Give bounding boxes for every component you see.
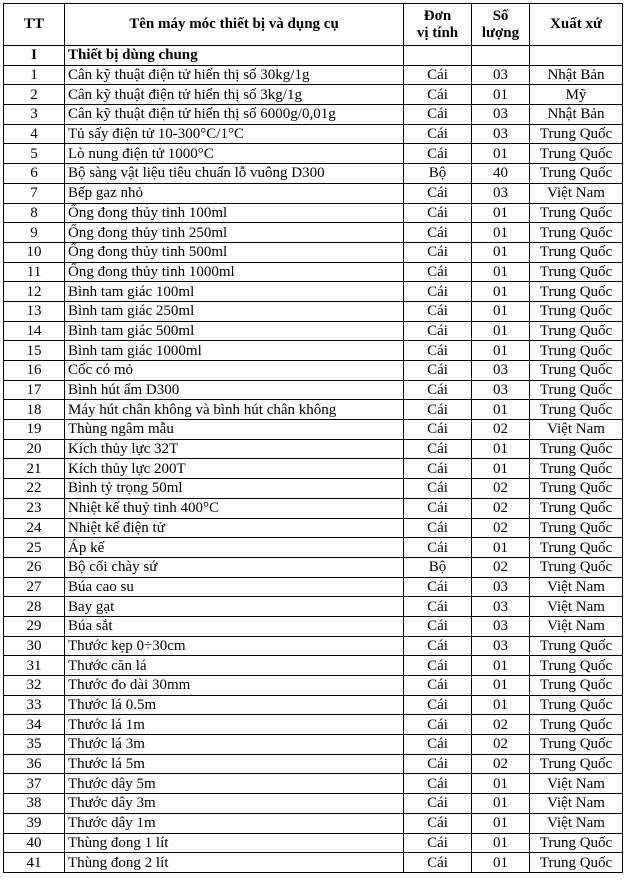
table-row xyxy=(4,577,623,597)
origin: Việt Nam xyxy=(530,577,623,597)
table-row xyxy=(4,754,623,774)
quantity: 03 xyxy=(472,577,530,597)
equipment-name: Bếp gaz nhỏ xyxy=(65,183,404,203)
header-unit-line1: Đơn xyxy=(423,7,452,24)
unit: Cái xyxy=(404,813,472,833)
table-row xyxy=(4,557,623,577)
section-row xyxy=(4,46,623,66)
equipment-name: Bình tam giác 1000ml xyxy=(65,341,404,361)
row-number: 34 xyxy=(4,715,65,735)
unit: Cái xyxy=(404,498,472,518)
equipment-name: Thước lá 3m xyxy=(65,735,404,755)
equipment-name: Ống đong thủy tinh 500ml xyxy=(65,242,404,262)
table-row xyxy=(4,656,623,676)
row-number: 39 xyxy=(4,813,65,833)
quantity: 03 xyxy=(472,616,530,636)
unit: Cái xyxy=(404,616,472,636)
origin: Trung Quốc xyxy=(530,853,623,873)
row-number: 1 xyxy=(4,65,65,85)
row-number: 21 xyxy=(4,459,65,479)
section-number: I xyxy=(4,46,65,66)
origin: Trung Quốc xyxy=(530,223,623,243)
unit: Cái xyxy=(404,656,472,676)
row-number: 40 xyxy=(4,833,65,853)
table-row xyxy=(4,518,623,538)
origin: Việt Nam xyxy=(530,813,623,833)
unit: Cái xyxy=(404,853,472,873)
equipment-name: Búa sắt xyxy=(65,616,404,636)
origin: Việt Nam xyxy=(530,794,623,814)
quantity: 03 xyxy=(472,183,530,203)
row-number: 13 xyxy=(4,301,65,321)
row-number: 16 xyxy=(4,361,65,381)
unit: Cái xyxy=(404,754,472,774)
origin: Trung Quốc xyxy=(530,242,623,262)
row-number: 17 xyxy=(4,380,65,400)
header-qty-line1: Số xyxy=(492,7,509,24)
row-number: 25 xyxy=(4,538,65,558)
quantity: 02 xyxy=(472,754,530,774)
equipment-name: Thước dây 1m xyxy=(65,813,404,833)
table-row xyxy=(4,597,623,617)
section-empty-unit xyxy=(404,46,472,66)
row-number: 32 xyxy=(4,676,65,696)
quantity: 02 xyxy=(472,498,530,518)
equipment-name: Kích thủy lực 200T xyxy=(65,459,404,479)
header-tt xyxy=(4,4,65,46)
equipment-name: Cân kỹ thuật điện tử hiển thị số 6000g/0,01g xyxy=(65,105,404,125)
table-row xyxy=(4,833,623,853)
table-row xyxy=(4,735,623,755)
quantity: 01 xyxy=(472,676,530,696)
row-number: 14 xyxy=(4,321,65,341)
unit: Cái xyxy=(404,479,472,499)
quantity: 01 xyxy=(472,223,530,243)
origin: Trung Quốc xyxy=(530,656,623,676)
quantity: 01 xyxy=(472,794,530,814)
origin: Trung Quốc xyxy=(530,361,623,381)
row-number: 38 xyxy=(4,794,65,814)
row-number: 30 xyxy=(4,636,65,656)
origin: Trung Quốc xyxy=(530,321,623,341)
table-row xyxy=(4,479,623,499)
section-empty-origin xyxy=(530,46,623,66)
unit: Cái xyxy=(404,676,472,696)
origin: Trung Quốc xyxy=(530,459,623,479)
equipment-name: Máy hút chân không và bình hút chân không xyxy=(65,400,404,420)
quantity: 01 xyxy=(472,538,530,558)
unit: Cái xyxy=(404,538,472,558)
unit: Cái xyxy=(404,341,472,361)
quantity: 02 xyxy=(472,557,530,577)
quantity: 01 xyxy=(472,262,530,282)
table-row xyxy=(4,262,623,282)
quantity: 03 xyxy=(472,597,530,617)
origin: Trung Quốc xyxy=(530,341,623,361)
row-number: 28 xyxy=(4,597,65,617)
row-number: 19 xyxy=(4,420,65,440)
unit: Cái xyxy=(404,774,472,794)
header-unit-line2: vị tính xyxy=(416,24,459,41)
quantity: 02 xyxy=(472,735,530,755)
unit: Bộ xyxy=(404,557,472,577)
unit: Cái xyxy=(404,735,472,755)
table-row xyxy=(4,538,623,558)
equipment-name: Cốc có mỏ xyxy=(65,361,404,381)
origin: Trung Quốc xyxy=(530,695,623,715)
equipment-name: Bình tam giác 100ml xyxy=(65,282,404,302)
unit: Bộ xyxy=(404,164,472,184)
table-row xyxy=(4,65,623,85)
row-number: 15 xyxy=(4,341,65,361)
equipment-name: Bình tỷ trọng 50ml xyxy=(65,479,404,499)
table-row xyxy=(4,105,623,125)
table-row xyxy=(4,794,623,814)
quantity: 02 xyxy=(472,715,530,735)
row-number: 26 xyxy=(4,557,65,577)
quantity: 01 xyxy=(472,144,530,164)
quantity: 03 xyxy=(472,105,530,125)
origin: Trung Quốc xyxy=(530,203,623,223)
origin: Việt Nam xyxy=(530,420,623,440)
equipment-name: Bộ cối chày sứ xyxy=(65,557,404,577)
quantity: 03 xyxy=(472,124,530,144)
equipment-name: Tủ sấy điện tử 10-300°C/1°C xyxy=(65,124,404,144)
unit: Cái xyxy=(404,203,472,223)
quantity: 01 xyxy=(472,242,530,262)
header-name-label: Tên máy móc thiết bị và dụng cụ xyxy=(129,16,339,32)
quantity: 01 xyxy=(472,853,530,873)
unit: Cái xyxy=(404,321,472,341)
header-qty xyxy=(472,4,530,46)
equipment-name: Bay gạt xyxy=(65,597,404,617)
equipment-name: Áp kế xyxy=(65,538,404,558)
unit: Cái xyxy=(404,124,472,144)
equipment-name: Nhiệt kế thuỷ tinh 400°C xyxy=(65,498,404,518)
quantity: 01 xyxy=(472,833,530,853)
row-number: 7 xyxy=(4,183,65,203)
quantity: 40 xyxy=(472,164,530,184)
unit: Cái xyxy=(404,144,472,164)
table-row xyxy=(4,361,623,381)
origin: Trung Quốc xyxy=(530,124,623,144)
unit: Cái xyxy=(404,380,472,400)
origin: Trung Quốc xyxy=(530,164,623,184)
unit: Cái xyxy=(404,400,472,420)
table-row xyxy=(4,676,623,696)
row-number: 10 xyxy=(4,242,65,262)
origin: Trung Quốc xyxy=(530,833,623,853)
equipment-name: Thước đo dài 30mm xyxy=(65,676,404,696)
origin: Việt Nam xyxy=(530,597,623,617)
row-number: 12 xyxy=(4,282,65,302)
equipment-name: Ống đong thủy tinh 250ml xyxy=(65,223,404,243)
origin: Trung Quốc xyxy=(530,676,623,696)
unit: Cái xyxy=(404,636,472,656)
row-number: 22 xyxy=(4,479,65,499)
section-title: Thiết bị dùng chung xyxy=(65,46,404,66)
quantity: 03 xyxy=(472,65,530,85)
origin: Trung Quốc xyxy=(530,735,623,755)
origin: Việt Nam xyxy=(530,183,623,203)
quantity: 01 xyxy=(472,282,530,302)
unit: Cái xyxy=(404,420,472,440)
quantity: 01 xyxy=(472,85,530,105)
unit: Cái xyxy=(404,361,472,381)
quantity: 01 xyxy=(472,321,530,341)
table-row xyxy=(4,380,623,400)
quantity: 01 xyxy=(472,459,530,479)
equipment-name: Bình hút ẩm D300 xyxy=(65,380,404,400)
table-row xyxy=(4,341,623,361)
table-row xyxy=(4,813,623,833)
origin: Trung Quốc xyxy=(530,479,623,499)
equipment-name: Cân kỹ thuật điện tử hiển thị số 3kg/1g xyxy=(65,85,404,105)
table-row xyxy=(4,439,623,459)
equipment-name: Ống đong thủy tinh 100ml xyxy=(65,203,404,223)
origin: Nhật Bản xyxy=(530,65,623,85)
equipment-name: Ống đong thủy tinh 1000ml xyxy=(65,262,404,282)
table-row xyxy=(4,282,623,302)
row-number: 4 xyxy=(4,124,65,144)
table-row xyxy=(4,144,623,164)
row-number: 11 xyxy=(4,262,65,282)
equipment-name: Thước kẹp 0÷30cm xyxy=(65,636,404,656)
table-row xyxy=(4,321,623,341)
row-number: 5 xyxy=(4,144,65,164)
quantity: 03 xyxy=(472,380,530,400)
table-row xyxy=(4,498,623,518)
row-number: 6 xyxy=(4,164,65,184)
section-empty-qty xyxy=(472,46,530,66)
header-origin xyxy=(530,4,623,46)
equipment-name: Nhiệt kế điện tử xyxy=(65,518,404,538)
table-row xyxy=(4,400,623,420)
origin: Trung Quốc xyxy=(530,262,623,282)
row-number: 41 xyxy=(4,853,65,873)
equipment-name: Bình tam giác 250ml xyxy=(65,301,404,321)
row-number: 3 xyxy=(4,105,65,125)
row-number: 33 xyxy=(4,695,65,715)
table-row xyxy=(4,85,623,105)
unit: Cái xyxy=(404,242,472,262)
equipment-table xyxy=(3,3,623,873)
unit: Cái xyxy=(404,439,472,459)
unit: Cái xyxy=(404,65,472,85)
equipment-name: Thước lá 5m xyxy=(65,754,404,774)
table-row xyxy=(4,183,623,203)
table-row xyxy=(4,420,623,440)
header-origin-label: Xuất xứ xyxy=(550,16,602,32)
row-number: 35 xyxy=(4,735,65,755)
equipment-name: Lò nung điện tử 1000°C xyxy=(65,144,404,164)
quantity: 01 xyxy=(472,439,530,459)
header-unit xyxy=(404,4,472,46)
origin: Trung Quốc xyxy=(530,754,623,774)
row-number: 9 xyxy=(4,223,65,243)
unit: Cái xyxy=(404,695,472,715)
unit: Cái xyxy=(404,794,472,814)
equipment-name: Bình tam giác 500ml xyxy=(65,321,404,341)
header-qty-line2: lượng xyxy=(481,24,520,41)
quantity: 01 xyxy=(472,695,530,715)
row-number: 24 xyxy=(4,518,65,538)
table-row xyxy=(4,853,623,873)
unit: Cái xyxy=(404,597,472,617)
header-name xyxy=(65,4,404,46)
unit: Cái xyxy=(404,833,472,853)
quantity: 01 xyxy=(472,813,530,833)
unit: Cái xyxy=(404,577,472,597)
row-number: 29 xyxy=(4,616,65,636)
origin: Trung Quốc xyxy=(530,144,623,164)
unit: Cái xyxy=(404,715,472,735)
origin: Trung Quốc xyxy=(530,400,623,420)
quantity: 02 xyxy=(472,479,530,499)
row-number: 36 xyxy=(4,754,65,774)
unit: Cái xyxy=(404,223,472,243)
origin: Trung Quốc xyxy=(530,538,623,558)
unit: Cái xyxy=(404,459,472,479)
origin: Việt Nam xyxy=(530,774,623,794)
quantity: 01 xyxy=(472,400,530,420)
origin: Trung Quốc xyxy=(530,518,623,538)
table-row xyxy=(4,242,623,262)
equipment-name: Cân kỹ thuật điện tử hiển thị số 30kg/1g xyxy=(65,65,404,85)
table-row xyxy=(4,301,623,321)
table-row xyxy=(4,223,623,243)
equipment-name: Thước dây 5m xyxy=(65,774,404,794)
origin: Nhật Bản xyxy=(530,105,623,125)
table-row xyxy=(4,715,623,735)
quantity: 01 xyxy=(472,203,530,223)
origin: Trung Quốc xyxy=(530,301,623,321)
origin: Việt Nam xyxy=(530,616,623,636)
quantity: 01 xyxy=(472,341,530,361)
table-row xyxy=(4,695,623,715)
quantity: 01 xyxy=(472,774,530,794)
equipment-name: Thùng đong 1 lít xyxy=(65,833,404,853)
table-row xyxy=(4,203,623,223)
equipment-name: Thước lá 0.5m xyxy=(65,695,404,715)
unit: Cái xyxy=(404,183,472,203)
origin: Trung Quốc xyxy=(530,380,623,400)
origin: Trung Quốc xyxy=(530,439,623,459)
row-number: 8 xyxy=(4,203,65,223)
row-number: 37 xyxy=(4,774,65,794)
origin: Trung Quốc xyxy=(530,715,623,735)
equipment-name: Búa cao su xyxy=(65,577,404,597)
quantity: 03 xyxy=(472,636,530,656)
origin: Trung Quốc xyxy=(530,636,623,656)
table-row xyxy=(4,774,623,794)
quantity: 02 xyxy=(472,518,530,538)
table-row xyxy=(4,459,623,479)
row-number: 20 xyxy=(4,439,65,459)
quantity: 01 xyxy=(472,656,530,676)
equipment-name: Thùng ngâm mẫu xyxy=(65,420,404,440)
unit: Cái xyxy=(404,301,472,321)
equipment-name: Bộ sàng vật liệu tiêu chuẩn lỗ vuông D300 xyxy=(65,164,404,184)
origin: Trung Quốc xyxy=(530,557,623,577)
equipment-name: Thước dây 3m xyxy=(65,794,404,814)
origin: Mỹ xyxy=(530,85,623,105)
equipment-name: Thước lá 1m xyxy=(65,715,404,735)
row-number: 18 xyxy=(4,400,65,420)
origin: Trung Quốc xyxy=(530,282,623,302)
unit: Cái xyxy=(404,85,472,105)
equipment-name: Thước căn lá xyxy=(65,656,404,676)
table-row xyxy=(4,616,623,636)
quantity: 02 xyxy=(472,420,530,440)
quantity: 03 xyxy=(472,361,530,381)
unit: Cái xyxy=(404,105,472,125)
equipment-name: Thùng đong 2 lít xyxy=(65,853,404,873)
row-number: 2 xyxy=(4,85,65,105)
quantity: 01 xyxy=(472,301,530,321)
unit: Cái xyxy=(404,518,472,538)
unit: Cái xyxy=(404,282,472,302)
row-number: 27 xyxy=(4,577,65,597)
row-number: 31 xyxy=(4,656,65,676)
equipment-name: Kích thủy lực 32T xyxy=(65,439,404,459)
header-row xyxy=(4,4,623,46)
origin: Trung Quốc xyxy=(530,498,623,518)
header-tt-label: TT xyxy=(23,16,44,32)
unit: Cái xyxy=(404,262,472,282)
table-row xyxy=(4,636,623,656)
row-number: 23 xyxy=(4,498,65,518)
table-row xyxy=(4,164,623,184)
table-row xyxy=(4,124,623,144)
